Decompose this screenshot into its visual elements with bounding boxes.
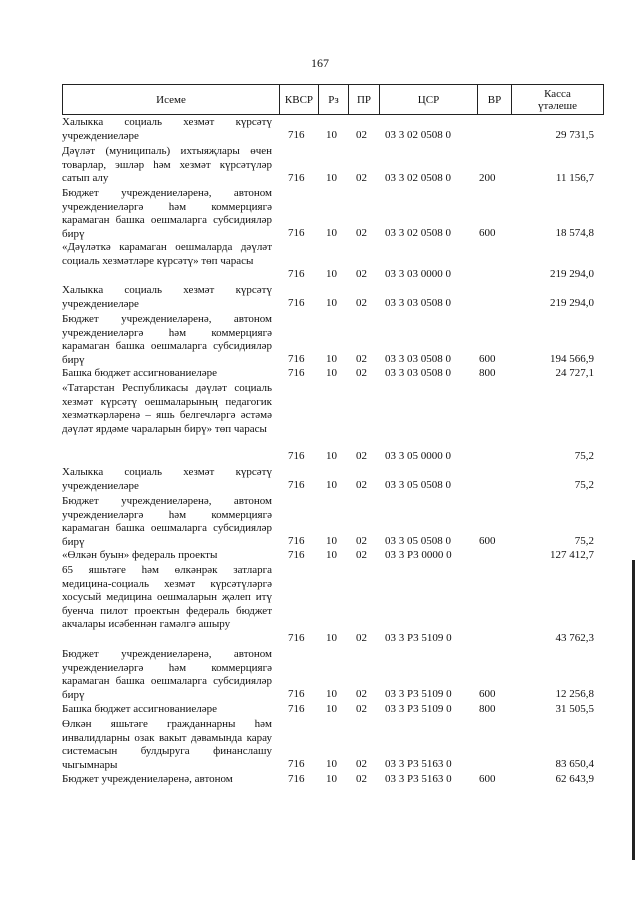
row-rz: 10: [326, 758, 337, 770]
row-csr: 03 3 P3 5109 0: [385, 688, 452, 700]
row-name: Бюджет учреждениеләренә, автоном учреждениеләргә һәм коммерциягә карамаган башка оешмаларга субсидияләр бирү: [62, 313, 272, 366]
row-vr: 600: [479, 353, 496, 365]
row-kvsr: 716: [288, 688, 305, 700]
header-pr: ПР: [349, 85, 380, 114]
row-rz: 10: [326, 703, 337, 715]
row-vr: 200: [479, 172, 496, 184]
row-kvsr: 716: [288, 632, 305, 644]
row-sum: 24 727,1: [555, 367, 594, 379]
row-pr: 02: [356, 758, 367, 770]
row-sum: 12 256,8: [555, 688, 594, 700]
row-name: Бюджет учреждениеләренә, автоном учреждениеләргә һәм коммерциягә карамаган башка оешмаларга субсидияләр бирү: [62, 648, 272, 701]
row-kvsr: 716: [288, 367, 305, 379]
row-name: Өлкән яшьтәге гражданнарны һәм инвалидларны озак вакыт дәвамында карау системасын булдыруга финанслашу чыгымнары: [62, 718, 272, 771]
row-csr: 03 3 P3 5163 0: [385, 758, 452, 770]
row-csr: 03 3 P3 0000 0: [385, 549, 452, 561]
row-vr: 600: [479, 227, 496, 239]
row-sum: 43 762,3: [555, 632, 594, 644]
row-name: Дәүләт (муниципаль) ихтыяҗлары өчен товарлар, эшләр һәм хезмәт күрсәтүләр сатып алу: [62, 145, 272, 184]
row-name: «Татарстан Республикасы дәүләт социаль хезмәт күрсәтү оешмаларының педагогик хезмәткәрләренә – яшь белгечләргә әстәмә дәүләт ярдәме чараларын бирү» төп чарасы: [62, 382, 272, 435]
row-sum: 75,2: [574, 535, 594, 547]
header-rz: Рз: [319, 85, 349, 114]
row-sum: 62 643,9: [555, 773, 594, 785]
scan-edge-line: [632, 560, 635, 860]
row-pr: 02: [356, 773, 367, 785]
row-name: Халыкка социаль хезмәт күрсәтү учреждениеләре: [62, 116, 272, 142]
row-sum: 29 731,5: [555, 129, 594, 141]
row-csr: 03 3 02 0508 0: [385, 129, 451, 141]
row-pr: 02: [356, 268, 367, 280]
row-rz: 10: [326, 129, 337, 141]
row-pr: 02: [356, 297, 367, 309]
row-kvsr: 716: [288, 172, 305, 184]
row-rz: 10: [326, 268, 337, 280]
row-kvsr: 716: [288, 703, 305, 715]
row-csr: 03 3 02 0508 0: [385, 227, 451, 239]
row-kvsr: 716: [288, 268, 305, 280]
row-csr: 03 3 05 0000 0: [385, 450, 451, 462]
row-rz: 10: [326, 353, 337, 365]
row-sum: 75,2: [574, 450, 594, 462]
row-vr: 600: [479, 773, 496, 785]
header-kassa-line2: үтәлеше: [538, 99, 577, 112]
row-pr: 02: [356, 129, 367, 141]
row-name: Халыкка социаль хезмәт күрсәтү учреждениеләре: [62, 466, 272, 492]
row-kvsr: 716: [288, 479, 305, 491]
row-rz: 10: [326, 688, 337, 700]
row-sum: 194 566,9: [550, 353, 594, 365]
row-name: Башка бюджет ассигнованиеләре: [62, 703, 217, 715]
row-rz: 10: [326, 297, 337, 309]
row-kvsr: 716: [288, 535, 305, 547]
row-pr: 02: [356, 367, 367, 379]
header-kvsr: КВСР: [280, 85, 319, 114]
row-pr: 02: [356, 703, 367, 715]
row-rz: 10: [326, 479, 337, 491]
row-csr: 03 3 05 0508 0: [385, 535, 451, 547]
row-name: «Дәүләткә карамаган оешмаларда дәүләт социаль хезмәтләре күрсәтү» төп чарасы: [62, 241, 272, 267]
row-kvsr: 716: [288, 353, 305, 365]
row-csr: 03 3 03 0508 0: [385, 353, 451, 365]
row-pr: 02: [356, 353, 367, 365]
row-csr: 03 3 05 0508 0: [385, 479, 451, 491]
row-pr: 02: [356, 632, 367, 644]
row-pr: 02: [356, 172, 367, 184]
row-sum: 18 574,8: [555, 227, 594, 239]
row-csr: 03 3 P3 5109 0: [385, 632, 452, 644]
row-csr: 03 3 03 0508 0: [385, 297, 451, 309]
row-kvsr: 716: [288, 129, 305, 141]
header-kassa: [512, 85, 603, 114]
row-name: Бюджет учреждениеләренә, автоном учреждениеләргә һәм коммерциягә карамаган башка оешмаларга субсидияләр бирү: [62, 495, 272, 548]
row-vr: 800: [479, 703, 496, 715]
header-name: Исеме: [63, 85, 280, 114]
row-pr: 02: [356, 479, 367, 491]
header-csr: ЦСР: [380, 85, 478, 114]
row-kvsr: 716: [288, 549, 305, 561]
row-name: Бюджет учреждениеләренә, автоном: [62, 773, 233, 785]
row-rz: 10: [326, 227, 337, 239]
page-number: 167: [311, 56, 329, 70]
row-name: «Өлкән буын» федераль проекты: [62, 549, 218, 561]
row-rz: 10: [326, 773, 337, 785]
row-csr: 03 3 P3 5163 0: [385, 773, 452, 785]
row-name: Бюджет учреждениеләренә, автоном учреждениеләргә һәм коммерциягә карамаган башка оешмаларга субсидияләр бирү: [62, 187, 272, 240]
row-kvsr: 716: [288, 297, 305, 309]
row-rz: 10: [326, 367, 337, 379]
row-kvsr: 716: [288, 450, 305, 462]
row-pr: 02: [356, 549, 367, 561]
row-csr: 03 3 03 0000 0: [385, 268, 451, 280]
row-csr: 03 3 03 0508 0: [385, 367, 451, 379]
row-name: Халыкка социаль хезмәт күрсәтү учреждениеләре: [62, 284, 272, 310]
row-vr: 600: [479, 688, 496, 700]
row-sum: 127 412,7: [550, 549, 594, 561]
row-rz: 10: [326, 535, 337, 547]
row-kvsr: 716: [288, 758, 305, 770]
row-name: Башка бюджет ассигнованиеләре: [62, 367, 217, 379]
row-csr: 03 3 P3 5109 0: [385, 703, 452, 715]
row-kvsr: 716: [288, 227, 305, 239]
row-vr: 800: [479, 367, 496, 379]
row-rz: 10: [326, 172, 337, 184]
row-pr: 02: [356, 688, 367, 700]
row-pr: 02: [356, 535, 367, 547]
row-sum: 31 505,5: [555, 703, 594, 715]
row-sum: 75,2: [574, 479, 594, 491]
row-sum: 219 294,0: [550, 297, 594, 309]
row-sum: 219 294,0: [550, 268, 594, 280]
row-sum: 11 156,7: [555, 172, 594, 184]
row-csr: 03 3 02 0508 0: [385, 172, 451, 184]
row-kvsr: 716: [288, 773, 305, 785]
row-rz: 10: [326, 632, 337, 644]
row-rz: 10: [326, 450, 337, 462]
header-kassa-line1: Касса: [544, 87, 571, 100]
row-name: 65 яшьтәге һәм өлкәнрәк затларга медицина-социаль хезмәт күрсәтүләргә хосусый медицина оешмаларын җәлеп итү буенча пилот проектын федераль бюджет акчалары исәбеннән гамәлгә ашыру: [62, 564, 272, 630]
row-rz: 10: [326, 549, 337, 561]
header-vr: ВР: [478, 85, 512, 114]
row-pr: 02: [356, 450, 367, 462]
table-header: [62, 84, 604, 115]
row-sum: 83 650,4: [555, 758, 594, 770]
row-pr: 02: [356, 227, 367, 239]
row-vr: 600: [479, 535, 496, 547]
